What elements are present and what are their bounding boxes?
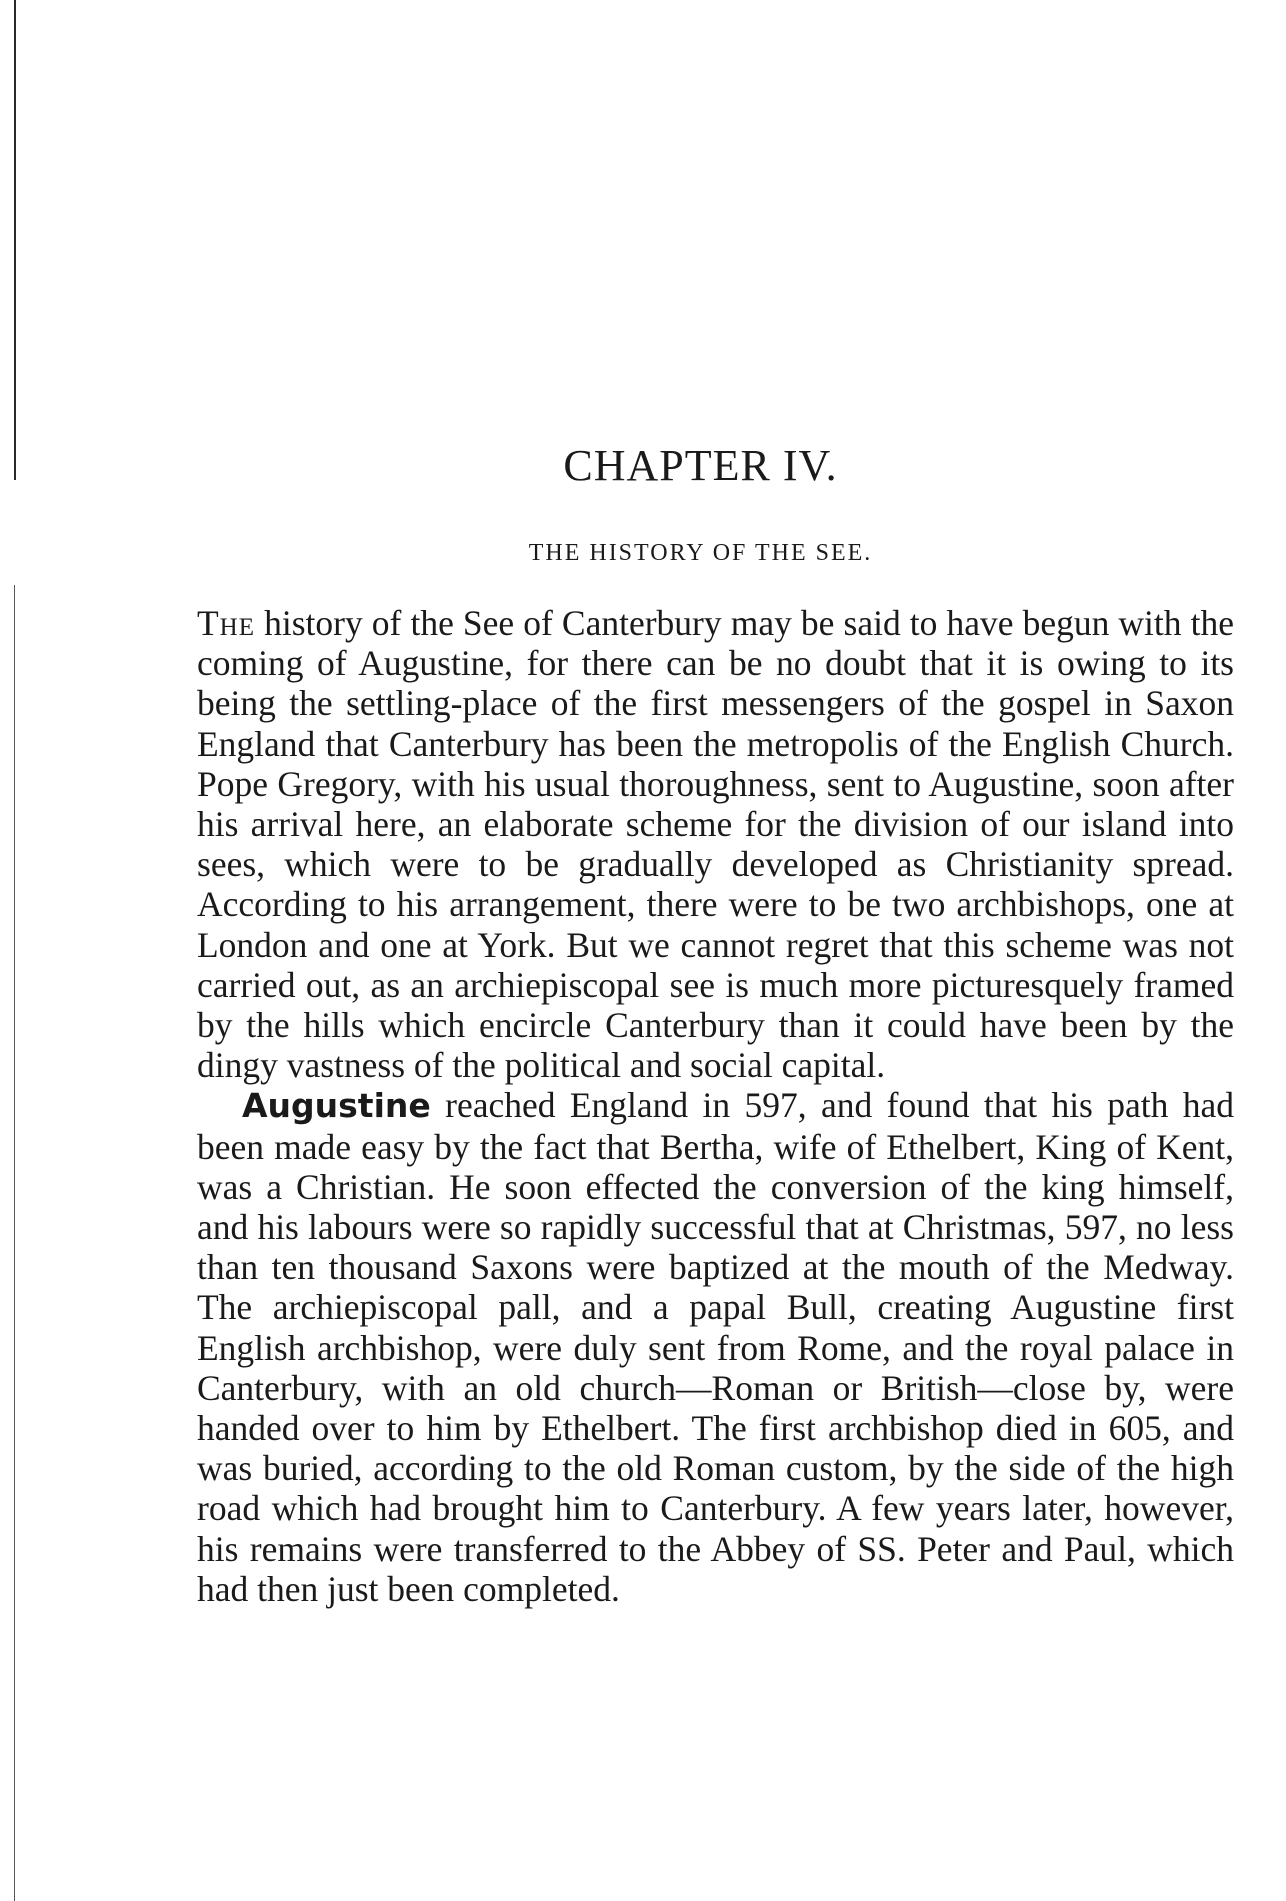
page-edge-shadow: [14, 0, 16, 480]
page-edge-shadow-lower: [14, 585, 15, 1901]
paragraph-1: [197, 603, 1234, 1085]
paragraph-text: history of the See of Canterbury may be said to have begun with the coming of Augustine, for there can be no doubt that it is owing to its being the settling-place of the first messengers of the gospel in Saxon England that Canterbury has been the metropolis of the English Church. Pope Gregory, with his usual thoroughness, sent to Augustine, soon after his arrival here, an elaborate scheme for the division of our island into sees, which were to be gradually developed as Christianity spread. According to his arrangement, there were to be two archbishops, one at London and one at York. But we cannot regret that this scheme was not carried out, as an archiepiscopal see is much more picturesquely framed by the hills which encircle Canterbury than it could have been by the dingy vastness of the political and social capital.: [197, 603, 1234, 1086]
chapter-title: CHAPTER IV.: [563, 441, 838, 490]
paragraph-text: reached England in 597, and found that his path had been made easy by the fact that Bertha, wife of Ethelbert, King of Kent, was a Christian. He soon effected the conversion of the king himself, and his labours were so rapidly successful that at Christmas, 597, no less than ten thousand Saxons were baptized at the mouth of the Medway. The archiepiscopal pall, and a papal Bull, creating Augustine first English archbishop, were duly sent from Rome, and the royal palace in Canterbury, with an old church—Roman or British—close by, were handed over to him by Ethelbert. The first archbishop died in 605, and was buried, according to the old Roman custom, by the side of the high road which had brought him to Canterbury. A few years later, however, his remains were transferred to the Abbey of SS. Peter and Paul, which had then just been completed.: [197, 1085, 1234, 1609]
section-title: THE HISTORY OF THE SEE.: [528, 540, 873, 566]
body-text: [197, 603, 1234, 1609]
lead-word: The: [197, 603, 256, 643]
run-in-heading: Augustine: [242, 1086, 431, 1126]
paragraph-2: [197, 1085, 1234, 1609]
